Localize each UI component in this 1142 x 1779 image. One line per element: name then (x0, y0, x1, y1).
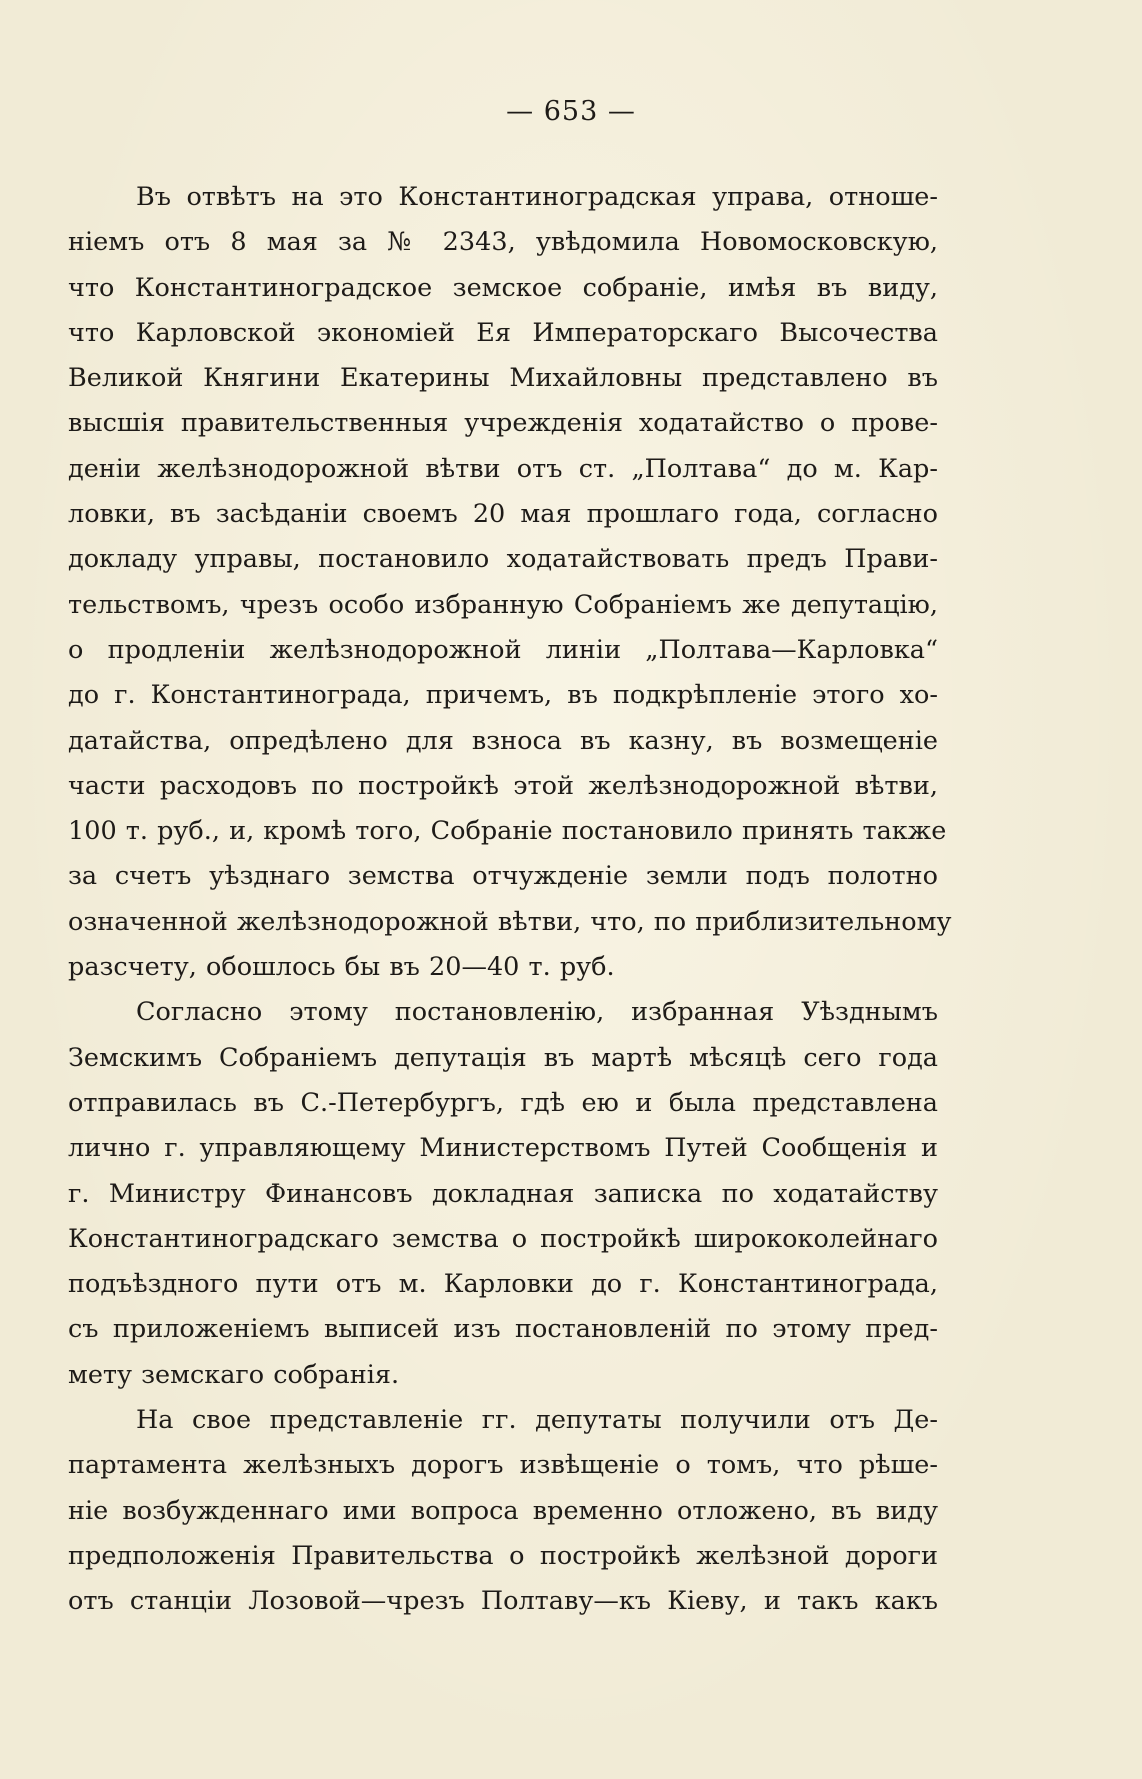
text-line: части расходовъ по постройкѣ этой желѣзнодорожной вѣтви, (68, 770, 938, 801)
text-line: отъ станціи Лозовой—чрезъ Полтаву—къ Кіеву, и такъ какъ (68, 1586, 938, 1617)
text-line: съ приложеніемъ выписей изъ постановленій по этому пред- (68, 1314, 938, 1345)
text-line: партамента желѣзныхъ дорогъ извѣщеніе о томъ, что рѣше- (68, 1450, 938, 1481)
text-line: предположенія Правительства о постройкѣ желѣзной дороги (68, 1540, 938, 1571)
text-line: мету земскаго собранія. (68, 1359, 400, 1390)
text-line: датайства, опредѣлено для взноса въ казну, въ возмещеніе (68, 725, 938, 756)
paragraph (68, 175, 952, 990)
body-text (68, 175, 952, 1625)
text-line: докладу управы, постановило ходатайствовать предъ Прави- (68, 544, 938, 575)
text-line: Согласно этому постановленію, избранная Уѣзднымъ (136, 997, 938, 1028)
text-line: о продленіи желѣзнодорожной линіи „Полтава—Карловка“ (68, 634, 938, 665)
text-line: тельствомъ, чрезъ особо избранную Собраніемъ же депутацію, (68, 589, 938, 620)
text-line: ніемъ отъ 8 мая за № 2343, увѣдомила Новомосковскую, (68, 227, 938, 258)
text-line: подъѣздного пути отъ м. Карловки до г. Константинограда, (68, 1269, 938, 1300)
text-line: означенной желѣзнодорожной вѣтви, что, по приблизительному (68, 906, 952, 937)
text-line: за счетъ уѣзднаго земства отчужденіе земли подъ полотно (68, 861, 938, 892)
text-line: что Константиноградское земское собраніе, имѣя въ виду, (68, 272, 938, 303)
text-line: ловки, въ засѣданіи своемъ 20 мая прошлаго года, согласно (68, 499, 938, 530)
text-line: разсчету, обошлось бы въ 20—40 т. руб. (68, 952, 615, 983)
paragraph (68, 1398, 938, 1624)
text-line: высшія правительственныя учрежденія ходатайство о прове- (68, 408, 938, 439)
text-line: 100 т. руб., и, кромѣ того, Собраніе постановило принять также (68, 816, 947, 847)
text-line: до г. Константинограда, причемъ, въ подкрѣпленіе этого хо- (68, 680, 938, 711)
text-line: г. Министру Финансовъ докладная записка по ходатайству (68, 1178, 938, 1209)
text-line: Въ отвѣтъ на это Константиноградская управа, отноше- (136, 182, 938, 212)
paragraph (68, 990, 938, 1398)
text-line: что Карловской экономіей Ея Императорскаго Высочества (68, 317, 938, 348)
text-line: Великой Княгини Екатерины Михайловны представлено въ (68, 363, 938, 394)
text-line: Земскимъ Собраніемъ депутація въ мартѣ мѣсяцѣ сего года (68, 1042, 938, 1073)
text-line: лично г. управляющему Министерствомъ Путей Сообщенія и (68, 1133, 938, 1164)
text-line: На свое представленіе гг. депутаты получили отъ Де- (136, 1405, 938, 1436)
text-line: отправилась въ С.-Петербургъ, гдѣ ею и была представлена (68, 1087, 938, 1118)
text-line: деніи желѣзнодорожной вѣтви отъ ст. „Полтава“ до м. Кар- (68, 453, 938, 484)
text-line: ніе возбужденнаго ими вопроса временно отложено, въ виду (68, 1495, 938, 1526)
page-number: — 653 — (506, 96, 636, 127)
text-line: Константиноградскаго земства о постройкѣ ширококолейнаго (68, 1223, 938, 1254)
